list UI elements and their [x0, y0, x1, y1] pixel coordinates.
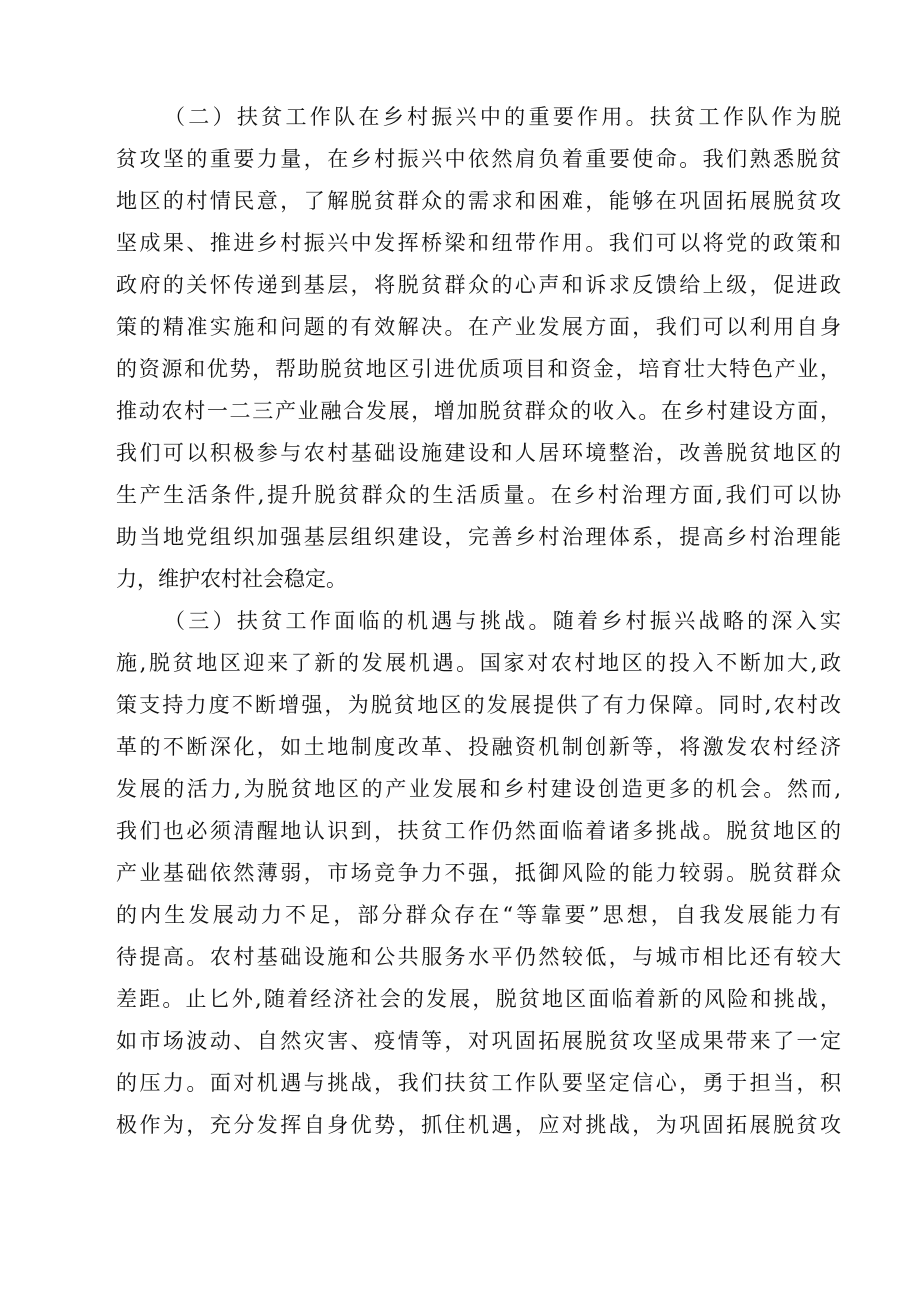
paragraph-line: 的资源和优势，帮助脱贫地区引进优质项目和资金，培育壮大特色产业， [116, 357, 841, 381]
paragraph-line: （三）扶贫工作面临的机遇与挑战。随着乡村振兴战略的深入实 [164, 609, 841, 633]
paragraph-line: （二）扶贫工作队在乡村振兴中的重要作用。扶贫工作队作为脱 [164, 105, 841, 129]
paragraph-line: 极作为，充分发挥自身优势，抓住机遇，应对挑战，为巩固拓展脱贫攻 [116, 1113, 841, 1137]
paragraph-line: 待提高。农村基础设施和公共服务水平仍然较低，与城市相比还有较大 [116, 945, 841, 969]
paragraph-line: 的内生发展动力不足，部分群众存在“等靠要”思想，自我发展能力有 [116, 903, 841, 927]
paragraph-line: 革的不断深化，如土地制度改革、投融资机制创新等，将激发农村经济 [116, 735, 841, 759]
paragraph-line: 策的精准实施和问题的有效解决。在产业发展方面，我们可以利用自身 [116, 315, 841, 339]
paragraph-line: 助当地党组织加强基层组织建设，完善乡村治理体系，提高乡村治理能 [116, 525, 841, 549]
paragraph-line: 如市场波动、自然灾害、疫情等，对巩固拓展脱贫攻坚成果带来了一定 [116, 1029, 841, 1053]
paragraph-opportunities-and-challenges [116, 600, 841, 1146]
paragraph-line: 推动农村一二三产业融合发展，增加脱贫群众的收入。在乡村建设方面， [116, 399, 841, 423]
paragraph-line: 政府的关怀传递到基层，将脱贫群众的心声和诉求反馈给上级，促进政 [116, 273, 841, 297]
paragraph-line: 生产生活条件,提升脱贫群众的生活质量。在乡村治理方面,我们可以协 [116, 483, 841, 507]
paragraph-line: 产业基础依然薄弱，市场竞争力不强，抵御风险的能力较弱。脱贫群众 [116, 861, 841, 885]
paragraph-line: 地区的村情民意，了解脱贫群众的需求和困难，能够在巩固拓展脱贫攻 [116, 189, 841, 213]
paragraph-line: 我们可以积极参与农村基础设施建设和人居环境整治，改善脱贫地区的 [116, 441, 841, 465]
paragraph-role-of-poverty-team [116, 96, 841, 600]
paragraph-line: 的压力。面对机遇与挑战，我们扶贫工作队要坚定信心，勇于担当，积 [116, 1071, 841, 1095]
paragraph-line: 力，维护农村社会稳定。 [116, 567, 347, 591]
paragraph-line: 我们也必须清醒地认识到，扶贫工作仍然面临着诸多挑战。脱贫地区的 [116, 819, 841, 843]
body-text [116, 96, 841, 1146]
paragraph-line: 坚成果、推进乡村振兴中发挥桥梁和纽带作用。我们可以将党的政策和 [116, 231, 841, 255]
paragraph-line: 贫攻坚的重要力量，在乡村振兴中依然肩负着重要使命。我们熟悉脱贫 [116, 147, 841, 171]
paragraph-line: 差距。止匕外,随着经济社会的发展，脱贫地区面临着新的风险和挑战， [116, 987, 841, 1011]
paragraph-line: 发展的活力,为脱贫地区的产业发展和乡村建设创造更多的机会。然而, [116, 777, 841, 801]
paragraph-line: 策支持力度不断增强，为脱贫地区的发展提供了有力保障。同时,农村改 [116, 693, 841, 717]
paragraph-line: 施,脱贫地区迎来了新的发展机遇。国家对农村地区的投入不断加大,政 [116, 651, 841, 675]
